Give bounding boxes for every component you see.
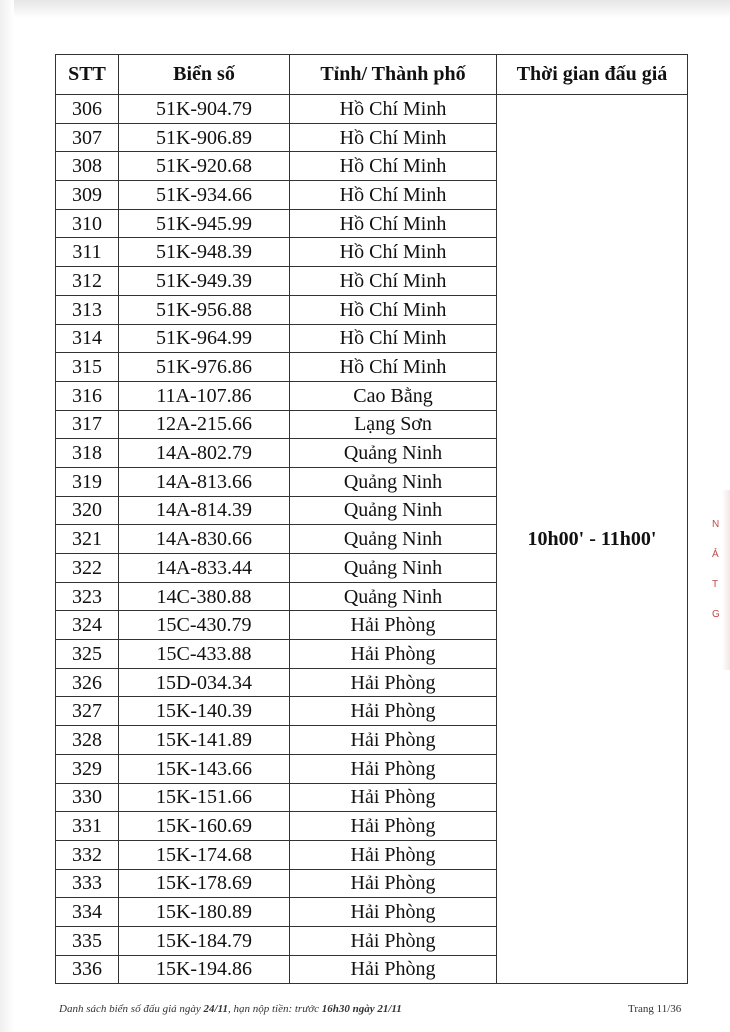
cell-stt: 314 <box>56 324 119 353</box>
cell-stt: 334 <box>56 898 119 927</box>
stamp-letter: T <box>712 579 719 590</box>
cell-province: Cao Bằng <box>290 381 497 410</box>
cell-plate: 15K-180.89 <box>119 898 290 927</box>
page-left-shadow <box>0 0 14 1032</box>
cell-stt: 329 <box>56 754 119 783</box>
cell-plate: 14A-833.44 <box>119 554 290 583</box>
cell-province: Hồ Chí Minh <box>290 238 497 267</box>
cell-stt: 336 <box>56 955 119 984</box>
cell-plate: 51K-964.99 <box>119 324 290 353</box>
cell-stt: 331 <box>56 812 119 841</box>
cell-plate: 14A-830.66 <box>119 525 290 554</box>
stamp-letter: Ả <box>712 549 719 560</box>
cell-province: Hồ Chí Minh <box>290 95 497 124</box>
cell-stt: 325 <box>56 640 119 669</box>
cell-auction-time: 10h00' - 11h00' <box>497 95 688 984</box>
cell-plate: 51K-949.39 <box>119 267 290 296</box>
cell-stt: 319 <box>56 467 119 496</box>
cell-stt: 330 <box>56 783 119 812</box>
cell-stt: 315 <box>56 353 119 382</box>
header-stt: STT <box>56 55 119 95</box>
cell-province: Quảng Ninh <box>290 554 497 583</box>
cell-stt: 321 <box>56 525 119 554</box>
cell-plate: 15K-141.89 <box>119 726 290 755</box>
cell-stt: 316 <box>56 381 119 410</box>
header-province: Tỉnh/ Thành phố <box>290 55 497 95</box>
cell-plate: 11A-107.86 <box>119 381 290 410</box>
cell-province: Hải Phòng <box>290 926 497 955</box>
cell-stt: 312 <box>56 267 119 296</box>
cell-province: Quảng Ninh <box>290 525 497 554</box>
stamp-letter: G <box>712 609 720 620</box>
cell-plate: 15K-184.79 <box>119 926 290 955</box>
cell-plate: 14A-802.79 <box>119 439 290 468</box>
cell-plate: 51K-906.89 <box>119 123 290 152</box>
cell-plate: 51K-945.99 <box>119 209 290 238</box>
cell-stt: 308 <box>56 152 119 181</box>
cell-stt: 328 <box>56 726 119 755</box>
page-number: Trang 11/36 <box>628 1003 682 1015</box>
footer-note-prefix: Danh sách biển số đấu giá ngày <box>59 1003 204 1015</box>
cell-province: Hải Phòng <box>290 812 497 841</box>
cell-plate: 15C-433.88 <box>119 640 290 669</box>
cell-province: Hồ Chí Minh <box>290 152 497 181</box>
cell-plate: 15K-143.66 <box>119 754 290 783</box>
cell-province: Hồ Chí Minh <box>290 209 497 238</box>
cell-stt: 324 <box>56 611 119 640</box>
cell-province: Hồ Chí Minh <box>290 267 497 296</box>
cell-plate: 51K-948.39 <box>119 238 290 267</box>
cell-province: Hải Phòng <box>290 783 497 812</box>
cell-plate: 15K-160.69 <box>119 812 290 841</box>
cell-plate: 51K-956.88 <box>119 295 290 324</box>
cell-province: Hồ Chí Minh <box>290 295 497 324</box>
cell-plate: 15K-174.68 <box>119 840 290 869</box>
cell-province: Hải Phòng <box>290 640 497 669</box>
cell-stt: 333 <box>56 869 119 898</box>
cell-province: Hải Phòng <box>290 869 497 898</box>
cell-stt: 307 <box>56 123 119 152</box>
cell-stt: 318 <box>56 439 119 468</box>
cell-stt: 310 <box>56 209 119 238</box>
cell-plate: 14A-814.39 <box>119 496 290 525</box>
cell-province: Hải Phòng <box>290 668 497 697</box>
cell-province: Quảng Ninh <box>290 467 497 496</box>
cell-province: Hải Phòng <box>290 840 497 869</box>
cell-province: Quảng Ninh <box>290 496 497 525</box>
cell-stt: 320 <box>56 496 119 525</box>
red-stamp-fragment <box>712 510 730 650</box>
footer-note-middle: , hạn nộp tiền: trước <box>227 1003 322 1015</box>
cell-plate: 15K-194.86 <box>119 955 290 984</box>
cell-province: Hồ Chí Minh <box>290 353 497 382</box>
cell-province: Hải Phòng <box>290 898 497 927</box>
cell-plate: 15K-178.69 <box>119 869 290 898</box>
cell-province: Hải Phòng <box>290 611 497 640</box>
cell-province: Hồ Chí Minh <box>290 123 497 152</box>
cell-stt: 313 <box>56 295 119 324</box>
table-header-row <box>56 55 688 95</box>
cell-province: Hải Phòng <box>290 726 497 755</box>
cell-province: Hồ Chí Minh <box>290 324 497 353</box>
cell-stt: 317 <box>56 410 119 439</box>
page-top-shadow <box>0 0 730 18</box>
cell-stt: 306 <box>56 95 119 124</box>
cell-province: Hải Phòng <box>290 697 497 726</box>
cell-plate: 15K-140.39 <box>119 697 290 726</box>
cell-province: Hồ Chí Minh <box>290 181 497 210</box>
footer-note-date: 24/11 <box>203 1003 228 1015</box>
footer-note-deadline: 16h30 ngày 21/11 <box>321 1003 402 1015</box>
cell-province: Quảng Ninh <box>290 582 497 611</box>
cell-stt: 322 <box>56 554 119 583</box>
cell-stt: 327 <box>56 697 119 726</box>
cell-plate: 15D-034.34 <box>119 668 290 697</box>
cell-plate: 51K-934.66 <box>119 181 290 210</box>
cell-stt: 311 <box>56 238 119 267</box>
cell-stt: 323 <box>56 582 119 611</box>
cell-province: Quảng Ninh <box>290 439 497 468</box>
cell-plate: 14A-813.66 <box>119 467 290 496</box>
cell-province: Lạng Sơn <box>290 410 497 439</box>
cell-stt: 335 <box>56 926 119 955</box>
header-plate: Biển số <box>119 55 290 95</box>
cell-province: Hải Phòng <box>290 955 497 984</box>
cell-stt: 309 <box>56 181 119 210</box>
footer-note <box>59 1003 402 1015</box>
stamp-letter: N <box>712 519 720 530</box>
cell-plate: 51K-904.79 <box>119 95 290 124</box>
cell-plate: 12A-215.66 <box>119 410 290 439</box>
cell-plate: 15C-430.79 <box>119 611 290 640</box>
cell-stt: 326 <box>56 668 119 697</box>
header-auction-time: Thời gian đấu giá <box>497 55 688 95</box>
table-row <box>56 95 688 124</box>
cell-province: Hải Phòng <box>290 754 497 783</box>
cell-plate: 14C-380.88 <box>119 582 290 611</box>
cell-stt: 332 <box>56 840 119 869</box>
cell-plate: 51K-920.68 <box>119 152 290 181</box>
cell-plate: 51K-976.86 <box>119 353 290 382</box>
auction-plate-table <box>55 54 688 984</box>
cell-plate: 15K-151.66 <box>119 783 290 812</box>
